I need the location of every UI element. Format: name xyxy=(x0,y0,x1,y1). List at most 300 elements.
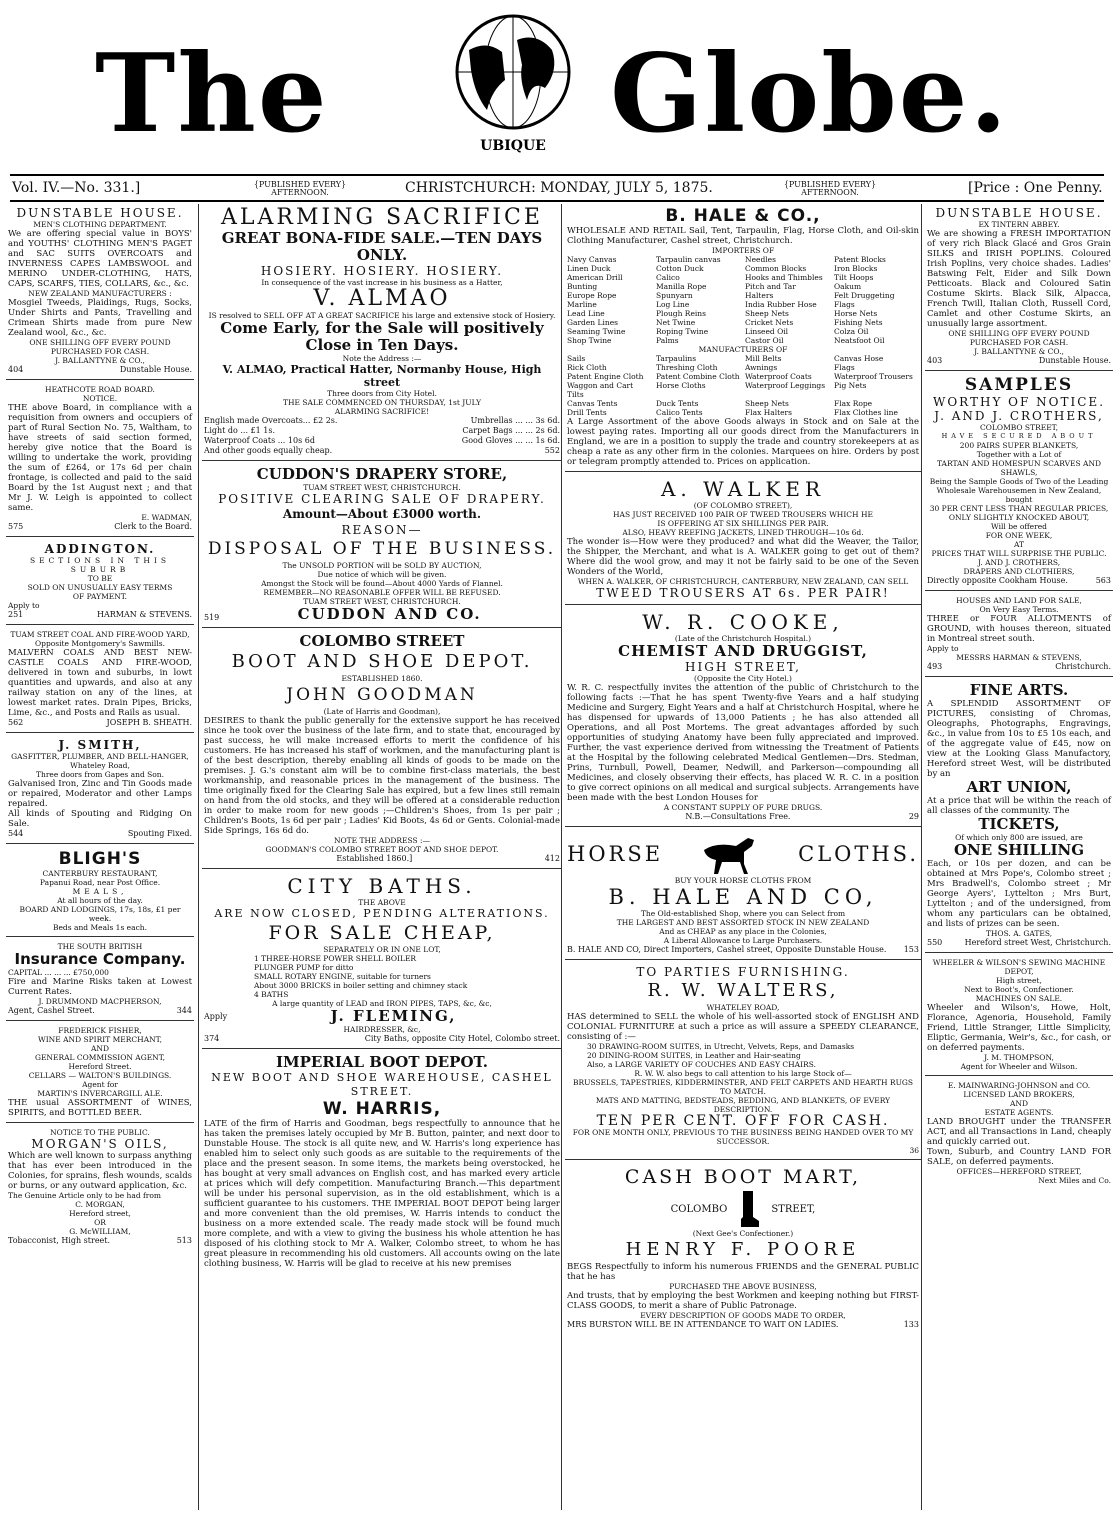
ad-line: CELLARS — WALTON'S BUILDINGS. xyxy=(28,1071,172,1080)
ad-body: IS resolved to SELL OFF AT A GREAT SACRIFICE his large and extensive stock of Hosiery. xyxy=(208,311,556,320)
ad-line: TWEED TROUSERS AT 6s. PER PAIR! xyxy=(596,586,890,600)
ad-line: PRICES THAT WILL SURPRISE THE PUBLIC. xyxy=(931,549,1107,558)
ad-body: Galvanised Iron, Zinc and Tin Goods made or repaired, Moderator and other Lamps repaired. xyxy=(8,779,192,809)
ad-line: TARTAN AND HOMESPUN SCARVES AND SHAWLS, xyxy=(936,459,1102,477)
ad-line: Beds and Meals 1s each. xyxy=(52,923,148,932)
ad-number: 550 xyxy=(927,938,943,947)
list-item: Waterproof Leggings xyxy=(745,381,826,390)
price-item: Waterproof Coats ... 10s 6d xyxy=(204,436,315,445)
ad-role: Clerk to the Board. xyxy=(114,522,192,531)
ad-line: HOSIERY. HOSIERY. HOSIERY. xyxy=(260,264,504,278)
ad-line: C. MORGAN, xyxy=(75,1200,125,1209)
ad-title: ALARMING SACRIFICE xyxy=(221,205,543,230)
ad-signature: J. DRUMMOND MACPHERSON, xyxy=(38,997,162,1006)
ad-subtitle: NOTICE. xyxy=(82,394,118,403)
ad-tuam-coal xyxy=(6,628,194,733)
ad-line: (Late of Harris and Goodman), xyxy=(323,707,441,716)
list-item: 20 DINING-ROOM SUITES, in Leather and Hair-seating xyxy=(587,1051,801,1060)
ad-line: SOLD ON UNUSUALLY EASY TERMS xyxy=(27,583,173,592)
list-item: Canvas Hose xyxy=(834,354,884,363)
ad-body: We are showing a FRESH IMPORTATION of very rich Black Glacé and Gros Grain SILKS and IRISH POPLINS. Coloured Irish Poplins, very choice shades. Ladies' Batswing Felt, Eider and Silk Down Petticoats. Black and Coloured Satin Costume Skirts. Black Silk, Alpacca, French Twill, Italian Cloth, Russell Cord, Camlet and other Costume Skirts, an unusually large assortment. xyxy=(927,229,1111,329)
ad-signature: HARMAN & STEVENS. xyxy=(97,610,192,619)
ad-name: JOHN GOODMAN xyxy=(286,685,478,705)
ad-title: CASH BOOT MART, xyxy=(624,1166,862,1188)
ad-line: B. HALE AND CO, Direct Importers, Cashel street, Opposite Dunstable House. xyxy=(567,945,887,954)
ad-cooke xyxy=(565,608,921,827)
ad-title: FREDERICK FISHER, xyxy=(58,1026,142,1035)
list-item: Castor Oil xyxy=(745,336,784,345)
list-item: Horse Nets xyxy=(834,309,878,318)
column-1 xyxy=(6,204,194,1510)
ad-line: Tobacconist, High street. xyxy=(8,1236,111,1245)
ad-title: J. SMITH, xyxy=(58,738,142,752)
boot-icon xyxy=(737,1189,761,1229)
ad-subtitle: EX TINTERN ABBEY. xyxy=(978,220,1060,229)
ad-title: COLOMBO STREET xyxy=(299,632,465,650)
ad-name: V. ALMAO xyxy=(313,286,451,311)
ad-body: A Large Assortment of the above Goods always in Stock and on Sale at the lowest paying rates. Importing all our goods direct from the Manufacturers in England, we are in a position to supply the trade and country storekeepers at as cheap a rate as any other firm in the colonies. Marquees on hire. Orders by post or telegram promptly attended to. Prices on application. xyxy=(567,417,919,467)
ad-line: GASFITTER, PLUMBER, AND BELL-HANGER, xyxy=(11,752,189,761)
ad-line: THE LARGEST AND BEST ASSORTED STOCK IN NEW ZEALAND xyxy=(616,918,870,927)
ad-title: BLIGH'S xyxy=(58,849,142,869)
ad-number: 513 xyxy=(176,1236,192,1245)
ad-line: High street, xyxy=(996,976,1042,985)
ad-line: ARE NOW CLOSED, PENDING ALTERATIONS. xyxy=(214,907,550,920)
ad-body: Mosgiel Tweeds, Plaidings, Rugs, Socks, Under Shirts and Pants, Travelling and Crimean Shirts made from pure New Zealand wool, &c., &c. xyxy=(8,298,192,338)
list-item: A large quantity of LEAD and IRON PIPES, TAPS, &c, &c, xyxy=(272,999,492,1008)
ad-fine-arts xyxy=(925,680,1113,953)
ad-title: B. HALE & CO., xyxy=(665,206,821,226)
ad-line: CAPITAL ... ... ... £750,000 xyxy=(8,968,109,977)
price-item: And other goods equally cheap. xyxy=(204,446,333,455)
ad-smith xyxy=(6,736,194,844)
ad-line: Together with a Lot of xyxy=(976,450,1062,459)
ad-line: (Opposite the City Hotel.) xyxy=(694,674,792,683)
list-item: Drill Tents xyxy=(567,408,607,417)
ad-number: 519 xyxy=(204,613,220,622)
list-item: Flags xyxy=(834,363,855,372)
ad-body: Wheeler and Wilson's, Howe, Holt, Florance, Agenoria, Household, Family Friend, Little Stranger, Little Simplicity, Eliptic, Germania, Weir's, &c., for cash, or on deferred payments. xyxy=(927,1003,1111,1053)
ad-line: BUY YOUR HORSE CLOTHS FROM xyxy=(674,876,812,885)
ad-title: CITY BATHS. xyxy=(287,874,477,898)
ad-number: 36 xyxy=(909,1146,919,1155)
ad-number: 544 xyxy=(8,829,24,838)
list-item: 30 DRAWING-ROOM SUITES, in Utrecht, Velvets, Reps, and Damasks xyxy=(587,1042,855,1051)
ad-line: MACHINES ON SALE. xyxy=(975,994,1063,1003)
ad-line: SEPARATELY OR IN ONE LOT, xyxy=(323,945,441,954)
ad-address: TUAM STREET WEST, CHRISTCHURCH. xyxy=(303,483,461,492)
ad-place: Dunstable House. xyxy=(1038,356,1111,365)
ad-dunstable-tintern xyxy=(925,204,1113,371)
ad-line: WINE AND SPIRIT MERCHANT, xyxy=(38,1035,162,1044)
ad-line: TUAM STREET WEST, CHRISTCHURCH. xyxy=(303,597,461,606)
volume-number: Vol. IV.—No. 331.] xyxy=(12,180,141,196)
ad-line: TICKETS, xyxy=(978,815,1060,833)
ad-title: E. MAINWARING-JOHNSON and CO. xyxy=(947,1081,1091,1090)
list-item: Common Blocks xyxy=(745,264,807,273)
ad-line: ART UNION, xyxy=(966,778,1072,796)
list-item: Tarpaulin canvas xyxy=(656,255,721,264)
ad-subtitle: On Very Easy Terms. xyxy=(979,605,1059,614)
ad-line: And as CHEAP as any place in the Colonies, xyxy=(659,927,827,936)
ad-line: 200 PAIRS SUPER BLANKETS, xyxy=(959,441,1079,450)
ad-subtitle: (Late of the Christchurch Hospital.) xyxy=(674,634,812,643)
ad-line: AND xyxy=(91,1044,109,1053)
ad-body: HAS determined to SELL the whole of his well-assorted stock of ENGLISH AND COLONIAL FURNITURE at such a price as will assure a SPEEDY CLEARANCE, consisting of :— xyxy=(567,1012,919,1042)
ad-line: Directly opposite Cookham House. xyxy=(927,576,1068,585)
ad-title: IMPERIAL BOOT DEPOT. xyxy=(276,1053,488,1071)
ad-line: The Old-established Shop, where you can Select from xyxy=(640,909,846,918)
list-item: Waterproof Trousers xyxy=(834,372,913,381)
ad-line: IS OFFERING AT SIX SHILLINGS PER PAIR. xyxy=(657,519,829,528)
ad-walker xyxy=(565,475,921,605)
list-item: Threshing Cloth xyxy=(656,363,718,372)
ad-line: The Genuine Article only to be had from xyxy=(8,1191,162,1200)
ad-line: PURCHASED THE ABOVE BUSINESS, xyxy=(669,1282,817,1291)
ad-line: Amount—About £3000 worth. xyxy=(282,507,482,521)
list-item: Roping Twine xyxy=(656,327,709,336)
ad-title: FINE ARTS. xyxy=(969,681,1069,699)
ad-line: Will be offered xyxy=(991,522,1047,531)
ad-wheeler-wilson xyxy=(925,956,1113,1076)
ad-line: In consequence of the vast increase in his business as a Hatter, xyxy=(261,278,503,287)
ad-line: TEN PER CENT. OFF FOR CASH. xyxy=(596,1113,890,1129)
ad-line: Three doors from City Hotel. xyxy=(327,389,437,398)
ad-line: ALSO, HEAVY REEFING JACKETS, LINED THROUGH—10s 6d. xyxy=(622,528,864,537)
column-3 xyxy=(561,204,921,1510)
list-item: 1 THREE-HORSE POWER SHELL BOILER xyxy=(254,954,417,963)
ad-signature: E. WADMAN, xyxy=(141,513,192,522)
ad-number: 412 xyxy=(544,854,560,863)
ad-goodman xyxy=(202,631,562,869)
ad-line: G. McWILLIAM, xyxy=(69,1227,131,1236)
list-item: Manilla Rope xyxy=(656,282,707,291)
published-right: {PUBLISHED EVERY} AFTERNOON. xyxy=(783,180,877,197)
ad-subtitle: Opposite Montgomery's Sawmills. xyxy=(35,639,165,648)
list-item: Shop Twine xyxy=(567,336,612,345)
list-item: PLUNGER PUMP for ditto xyxy=(254,963,354,972)
ad-line: A CONSTANT SUPPLY OF PURE DRUGS. xyxy=(663,803,823,812)
ad-body: Fire and Marine Risks taken at Lowest Current Rates. xyxy=(8,977,192,997)
ad-subtitle: CANTERBURY RESTAURANT, xyxy=(42,869,158,878)
list-item: Duck Tents xyxy=(656,399,699,408)
ad-line: HAS JUST RECEIVED 100 PAIR OF TWEED TROUSERS WHICH HE xyxy=(613,510,873,519)
ad-line: MORGAN'S OILS, xyxy=(31,1137,169,1151)
ad-line: IMPORTERS OF xyxy=(711,246,775,255)
published-left: {PUBLISHED EVERY} AFTERNOON. xyxy=(253,180,347,197)
ad-addington xyxy=(6,540,194,625)
ad-body: Each, or 10s per dozen, and can be obtained at Mrs Pope's, Colombo street ; Mrs Bradwell's, Colombo street ; Mr George Ayers', Lyttelton ; Mrs Burt, Lyttelton ; and of the undersigned, from whom any particulars can be obtained, and lists of prizes can be seen. xyxy=(927,859,1111,929)
list-item: Pitch and Tar xyxy=(745,282,796,291)
ad-title: TUAM STREET COAL AND FIRE-WOOD YARD, xyxy=(10,630,190,639)
ad-number: 403 xyxy=(927,356,943,365)
list-item: MATS AND MATTING, BEDSTEADS, BEDDING, AND BLANKETS, OF EVERY DESCRIPTION. xyxy=(595,1096,891,1114)
list-item: Flax Clothes line xyxy=(834,408,898,417)
ad-line: TO BE xyxy=(87,574,113,583)
ad-address: GOODMAN'S COLOMBO STREET BOOT AND SHOE DEPOT. xyxy=(265,845,499,854)
list-item: Seaming Twine xyxy=(567,327,626,336)
list-item: Waterproof Coats xyxy=(745,372,812,381)
ad-number: 251 xyxy=(8,610,24,619)
ad-line: Come Early, for the Sale will positively Close in Ten Days. xyxy=(220,319,544,354)
dateline xyxy=(10,174,1104,202)
ad-line: HAVE SECURED ABOUT xyxy=(941,432,1097,440)
ad-subtitle: NEW BOOT AND SHOE WAREHOUSE, CASHEL STREET. xyxy=(211,1071,553,1098)
ad-horse-cloths xyxy=(565,830,921,960)
ad-body: THE usual ASSORTMENT of WINES, SPIRITS, and BOTTLED BEER. xyxy=(8,1098,192,1118)
list-item: Oakum xyxy=(834,282,862,291)
list-item: Calico Tents xyxy=(656,408,703,417)
list-item: Log Line xyxy=(656,300,690,309)
ad-line: REMEMBER—NO REASONABLE OFFER WILL BE REFUSED. xyxy=(263,588,501,597)
list-item: Halters xyxy=(745,291,774,300)
ad-cuddon xyxy=(202,464,562,628)
list-item: India Rubber Hose xyxy=(745,300,817,309)
ad-signature: J. M. THOMPSON, xyxy=(984,1053,1054,1062)
ad-line: MRS BURSTON WILL BE IN ATTENDANCE TO WAIT ON LADIES. xyxy=(567,1320,839,1329)
ad-line: WHEN A. WALKER, OF CHRISTCHURCH, CANTERBURY, NEW ZEALAND, CAN SELL xyxy=(577,577,909,586)
ad-poore xyxy=(565,1163,921,1334)
list-item: SMALL ROTARY ENGINE, suitable for turners xyxy=(254,972,431,981)
ad-body: At a price that will be within the reach of all classes of the community. The xyxy=(927,796,1111,816)
ad-line: DISPOSAL OF THE BUSINESS. xyxy=(207,539,557,559)
list-item: Garden Lines xyxy=(567,318,618,327)
ad-line: ONE SHILLING xyxy=(953,841,1085,859)
ad-body: THE above Board, in compliance with a requisition from owners and occupiers of part of Rural Section No. 75, Waltham, to have streets of said section formed, hereby give notice that the Board is willing to undertake the work, providing the sum of £264, or 17s 6d per chain frontage, is collected and paid to the said Board by the 1st August next ; and that Mr J. W. Leigh is appointed to collect same. xyxy=(8,403,192,513)
list-item: Cotton Duck xyxy=(656,264,704,273)
price-item: Good Gloves ... ... 1s 6d. xyxy=(461,436,560,445)
list-item: Flax Rope xyxy=(834,399,873,408)
list-item: Mill Belts xyxy=(745,354,782,363)
ad-line: LICENSED LAND BROKERS, xyxy=(963,1090,1075,1099)
ad-line: Hereford Street. xyxy=(68,1062,132,1071)
ad-line: GENERAL COMMISSION AGENT, xyxy=(34,1053,166,1062)
ad-name: R. W. WALTERS, xyxy=(647,980,839,1001)
ad-body: And trusts, that by employing the best Workmen and keeping nothing but FIRST-CLASS GOODS, to merit a share of Public Patronage. xyxy=(567,1291,919,1311)
ad-line: Apply to xyxy=(8,601,40,610)
price-item: Umbrellas ... ... 3s 6d. xyxy=(470,416,560,425)
list-item: Colza Oil xyxy=(834,327,869,336)
ad-line: Of which only 800 are issued, are xyxy=(955,833,1083,842)
ad-line: HAIRDRESSER, &c, xyxy=(343,1025,421,1034)
ad-line: ONE SHILLING OFF EVERY POUND PURCHASED FOR CASH. xyxy=(29,338,171,356)
ad-line: EVERY DESCRIPTION OF GOODS MADE TO ORDER, xyxy=(640,1311,846,1320)
list-item: Spunyarn xyxy=(656,291,693,300)
ad-line: The UNSOLD PORTION will be SOLD BY AUCTION, xyxy=(282,561,482,570)
ad-crothers xyxy=(925,374,1113,591)
ad-line: Established 1860.] xyxy=(336,854,413,863)
ad-name: B. HALE AND CO, xyxy=(608,885,878,909)
ad-number: 133 xyxy=(903,1320,919,1329)
list-item: American Drill xyxy=(567,273,623,282)
ad-line: Next Miles and Co. xyxy=(1038,1176,1111,1185)
ad-line: Spouting Fixed. xyxy=(127,829,192,838)
ad-signature: JOSEPH B. SHEATH. xyxy=(106,718,192,727)
list-item: Sheep Nets xyxy=(745,309,789,318)
ad-line: Apply to xyxy=(927,644,959,653)
ad-body: All kinds of Spouting and Ridging On Sale. xyxy=(8,809,192,829)
ad-almao xyxy=(202,204,562,461)
list-item: 4 BATHS xyxy=(254,990,289,999)
ad-body: We are offering special value in BOYS' and YOUTHS' CLOTHING MEN'S PAGET and SAC SUITS OVERCOATS and INVERNESS CAPES LAMBSWOOL and MERINO UNDER-CLOTHING, HATS, CAPS, SCARFS, TIES, COLLARS, &c., &c. xyxy=(8,229,192,289)
ad-bligh xyxy=(6,847,194,937)
ad-number: 153 xyxy=(903,945,919,954)
ad-subtitle: MEN'S CLOTHING DEPARTMENT. xyxy=(33,220,167,229)
list-item: Marline xyxy=(567,300,597,309)
ad-line: NEW ZEALAND MANUFACTURERS : xyxy=(28,289,172,298)
ad-signature: MESSRS HARMAN & STEVENS, xyxy=(956,653,1082,662)
ad-body: LAND BROUGHT under the TRANSFER ACT, and all Transactions in Land, cheaply and quickly carried out. xyxy=(927,1117,1111,1147)
ad-body: A SPLENDID ASSORTMENT OF PICTURES, consisting of Chromas, Oleographs, Photographs, Engravings, &c., in value from 10s to £5 10s each, and of the aggregate value of £45, now on view at the Looking Glass Manufactory, Hereford street West, will be distributed by an xyxy=(927,699,1111,779)
ad-line: Apply xyxy=(204,1011,228,1021)
ad-line: FOR SALE CHEAP, xyxy=(268,922,496,944)
ad-line: MEALS, xyxy=(72,887,128,896)
ad-line: THE SALE COMMENCED ON THURSDAY, 1st JULY xyxy=(282,398,482,407)
motto: UBIQUE xyxy=(480,138,546,154)
ad-title: SAMPLES xyxy=(964,375,1074,395)
ad-line: NOTE THE ADDRESS :— xyxy=(333,836,431,845)
ad-line: OR xyxy=(94,1218,106,1227)
list-item: Navy Canvas xyxy=(567,255,617,264)
ad-houses-land xyxy=(925,594,1113,677)
ad-address: City Baths, opposite City Hotel, Colombo street. xyxy=(364,1034,560,1043)
list-item: About 3000 BRICKS in boiler setting and chimney stack xyxy=(254,981,468,990)
list-item: Calico xyxy=(656,273,680,282)
list-item: Waggon and Cart Tilts xyxy=(567,381,634,399)
ad-subtitle: WHATELEY ROAD, xyxy=(706,1003,780,1012)
ad-name: W. HARRIS, xyxy=(322,1099,442,1119)
ad-title: CUDDON'S DRAPERY STORE, xyxy=(256,465,508,483)
ad-line: ONLY SLIGHTLY KNOCKED ABOUT, xyxy=(948,513,1090,522)
masthead xyxy=(0,0,1114,172)
ad-body: MALVERN COALS AND BEST NEW-CASTLE COALS AND FIRE-WOOD, delivered in town and suburbs, in lowt quantities and upwards, and also at any railway station on any of the lines, at lowest market rates. Drain Pipes, Bricks, Lime, &c., and Posts and Rails as usual. xyxy=(8,648,192,718)
ad-signature: J. BALLANTYNE & CO., xyxy=(55,356,145,365)
ad-number: 575 xyxy=(8,522,24,531)
ad-line: ESTATE AGENTS. xyxy=(984,1108,1054,1117)
ad-b-hale xyxy=(565,204,921,472)
masthead-title-right: Globe. xyxy=(610,31,1010,157)
list-item: Net Twine xyxy=(656,318,696,327)
ad-place: Christchurch. xyxy=(1055,662,1111,671)
list-item: Felt Druggeting xyxy=(834,291,895,300)
ad-name: HENRY F. POORE xyxy=(625,1239,861,1260)
ad-title: A. WALKER xyxy=(660,477,826,501)
price-item: Carpet Bags ... ... 2s 6d. xyxy=(462,426,560,435)
ad-dunstable-mens xyxy=(6,204,194,380)
ad-title: W. R. COOKE, xyxy=(642,610,844,634)
list-item: Awnings xyxy=(745,363,778,372)
list-item: Patent Blocks xyxy=(834,255,886,264)
ad-line: J. AND J. CROTHERS, xyxy=(977,558,1061,567)
list-item: R. W. W. also begs to call attention to his large Stock of— xyxy=(634,1069,852,1078)
ad-line: FOR ONE MONTH ONLY, PREVIOUS TO THE BUSINESS BEING HANDED OVER TO MY SUCCESSOR. xyxy=(572,1128,914,1146)
ad-line: Papanui Road, near Post Office. xyxy=(39,878,161,887)
list-item: Flax Halters xyxy=(745,408,792,417)
list-item: Patent Engine Cloth xyxy=(567,372,644,381)
list-item: Linen Duck xyxy=(567,264,611,273)
ad-signature: J. FLEMING, xyxy=(330,1007,457,1025)
imports-list xyxy=(567,255,919,345)
ad-address: V. ALMAO, Practical Hatter, Normanby House, High street xyxy=(222,363,542,389)
ad-imperial-boot xyxy=(202,1052,562,1273)
ad-title: HEATHCOTE ROAD BOARD. xyxy=(45,385,155,394)
ad-line: At all hours of the day. xyxy=(57,896,143,905)
price-item: Light do ... £1 1s. xyxy=(204,426,276,435)
ad-body: THREE or FOUR ALLOTMENTS of GROUND, with houses thereon, situated in Montreal street south. xyxy=(927,614,1111,644)
ad-signature: CUDDON AND CO. xyxy=(297,605,482,623)
ad-line: STREET, xyxy=(771,1203,816,1215)
ad-title: Insurance Company. xyxy=(14,950,186,968)
ad-body: The wonder is—How were they produced? and what did the Weaver, the Tailor, the Shipper, the Merchant, and what is A. WALKER going to get out of them? Where did the wool grow, and may it not be fairly said to be one of the Seven Wonders of the World, xyxy=(567,537,919,577)
ad-signature: THOS. A. GATES, xyxy=(985,929,1053,938)
price: [Price : One Penny. xyxy=(968,180,1103,196)
ad-line: MARTIN'S INVERCARGILL ALE. xyxy=(37,1089,163,1098)
ad-line: Agent, Cashel Street. xyxy=(8,1006,95,1015)
ad-line: CHEMIST AND DRUGGIST, xyxy=(618,642,868,660)
ad-line: MANUFACTURERS OF xyxy=(698,345,788,354)
ad-subtitle: GREAT BONA-FIDE SALE.—TEN DAYS ONLY. xyxy=(221,229,543,264)
list-item: Horse Cloths xyxy=(656,381,706,390)
place-date: CHRISTCHURCH: MONDAY, JULY 5, 1875. xyxy=(405,180,713,196)
ad-signature: J. BALLANTYNE & CO., xyxy=(974,347,1064,356)
ad-line: Note the Address :— xyxy=(342,354,422,363)
ad-title: WHEELER & WILSON'S SEWING MACHINE DEPOT, xyxy=(932,958,1106,976)
ad-city-baths xyxy=(202,872,562,1049)
ad-number: 552 xyxy=(544,446,560,455)
ad-name: J. AND J. CROTHERS, xyxy=(934,409,1104,423)
ad-place: Dunstable House. xyxy=(119,365,192,374)
ad-number: 563 xyxy=(1095,576,1111,585)
manufactures-list xyxy=(567,354,919,417)
ad-morgan xyxy=(6,1126,194,1250)
ad-line: FOR ONE WEEK, xyxy=(985,531,1053,540)
list-item: Linseed Oil xyxy=(745,327,789,336)
list-item: Plough Reins xyxy=(656,309,706,318)
ad-line: DRAPERS AND CLOTHIERS, xyxy=(963,567,1075,576)
ad-title: CLOTHS. xyxy=(798,842,919,866)
list-item: Cricket Nets xyxy=(745,318,794,327)
ad-line: Whateley Road, xyxy=(70,761,130,770)
horse-icon xyxy=(696,832,766,876)
ad-body: WHOLESALE AND RETAIL Sail, Tent, Tarpaulin, Flag, Horse Cloth, and Oil-skin Clothing Manufacturer, Cashel street, Christchurch. xyxy=(567,226,919,246)
list-item: Sails xyxy=(567,354,586,363)
globe-icon xyxy=(447,10,579,160)
ad-line: AT xyxy=(1013,540,1024,549)
ad-number: 344 xyxy=(176,1006,192,1015)
ad-line: ESTABLISHED 1860. xyxy=(341,674,423,683)
ad-number: 404 xyxy=(8,365,24,374)
ad-body: Which are well known to surpass anything that has ever been introduced in the Colonies, for sprains, flesh wounds, scalds or burns, or any outward application, &c. xyxy=(8,1151,192,1191)
ad-body: DESIRES to thank the public generally for the extensive support he has received since he took over the business of the late firm, and to state that, encouraged by past success, he will make increased efforts to merit the confidence of his customers. He has increased his staff of workmen, and the manufacturing plant is of the best description, thereby enabling all kinds of goods to be made on the premises. J. G.'s constant aim will be to combine first-class materials, the best workmanship, and reasonable prices in the management of the business. The time originally fixed for the Clearing Sale has expired, but a few lines still remain on hand from the old stocks, and they will be offered at a considerable reduction in order to make room for new goods ;—Children's Shoes, from 1s per pair ; Children's Boots, 1s 6d per pair ; Ladies' Kid Boots, 4s 6d or Gents. Colonial-made Side Springs, 16s 6d do. xyxy=(204,716,560,836)
ad-line: AND xyxy=(1010,1099,1028,1108)
list-item: Fishing Nets xyxy=(834,318,883,327)
ad-line: BOARD AND LODGINGS, 17s, 18s, £1 per week. xyxy=(19,905,181,923)
ad-line: N.B.—Consultations Free. xyxy=(685,812,791,821)
ad-insurance xyxy=(6,940,194,1021)
ad-subtitle: (OF COLOMBO STREET), xyxy=(693,501,793,510)
ad-line: A Liberal Allowance to Large Purchasers. xyxy=(663,936,823,945)
list-item: Also, a LARGE VARIETY OF COUCHES AND EASY CHAIRS. xyxy=(587,1060,816,1069)
ad-line: POSITIVE CLEARING SALE OF DRAPERY. xyxy=(218,492,546,506)
ad-line: ALARMING SACRIFICE! xyxy=(334,407,430,416)
ad-title: DUNSTABLE HOUSE. xyxy=(935,206,1103,220)
ad-title: HOUSES AND LAND FOR SALE, xyxy=(956,596,1082,605)
ad-line: Due notice of which will be given. xyxy=(317,570,447,579)
ad-number: 29 xyxy=(908,812,919,821)
ad-walters xyxy=(565,963,921,1160)
ad-body: BEGS Respectfully to inform his numerous FRIENDS and the GENERAL PUBLIC that he has xyxy=(567,1262,919,1282)
ad-line: OFFICES—HEREFORD STREET, xyxy=(956,1167,1082,1176)
